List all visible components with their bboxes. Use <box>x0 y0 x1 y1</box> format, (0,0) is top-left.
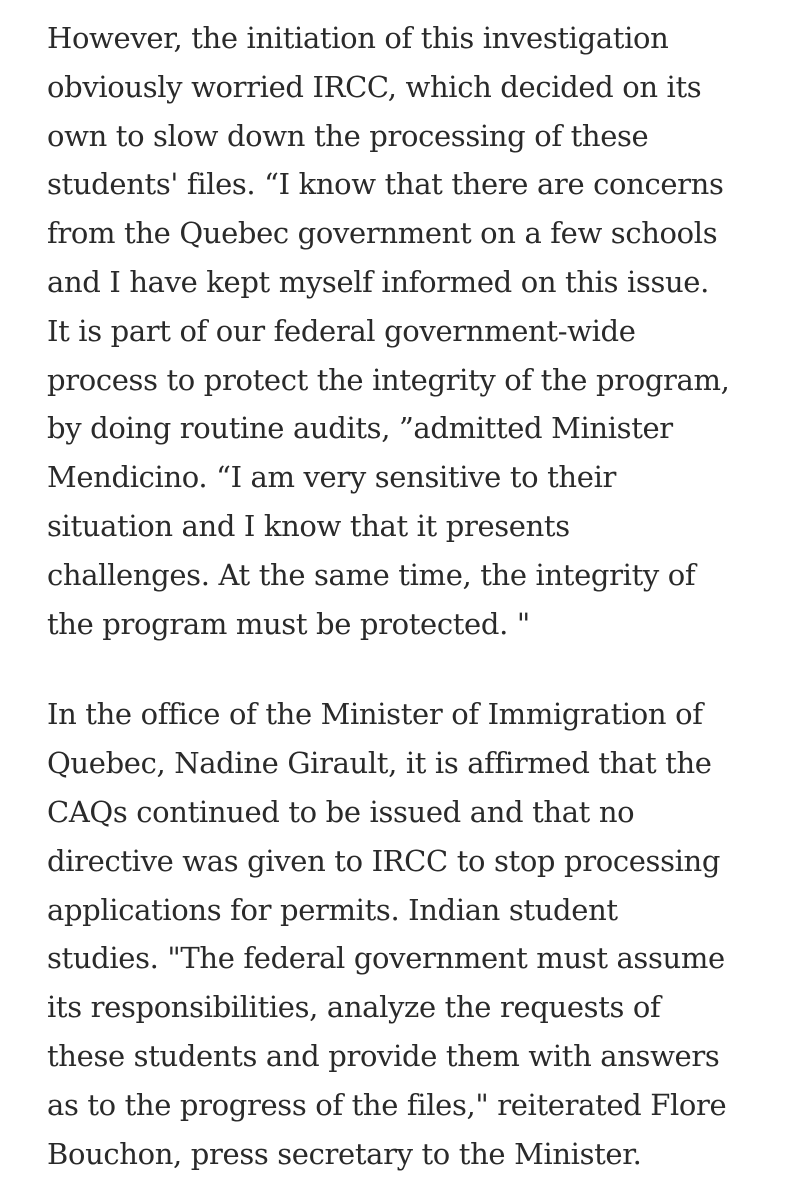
text-line: own to slow down the processing of these <box>47 118 649 153</box>
text-line: CAQs continued to be issued and that no <box>47 794 635 829</box>
text-line: as to the progress of the files," reiterated Flore <box>47 1087 727 1122</box>
text-line: by doing routine audits, ”admitted Minister <box>47 411 673 446</box>
text-line: obviously worried IRCC, which decided on its <box>47 69 702 104</box>
text-line: It is part of our federal government-wide <box>47 313 636 348</box>
text-line: Mendicino. “I am very sensitive to their <box>47 460 617 495</box>
text-line: Bouchon, press secretary to the Minister. <box>47 1136 642 1171</box>
text-line: In the office of the Minister of Immigration of <box>47 697 703 732</box>
paragraph-1 <box>47 14 767 648</box>
text-line: from the Quebec government on a few schools <box>47 216 718 251</box>
text-line: situation and I know that it presents <box>47 508 570 543</box>
text-line: the program must be protected. " <box>47 606 530 641</box>
text-line: these students and provide them with answers <box>47 1038 720 1073</box>
paragraph-2 <box>47 690 767 1178</box>
text-line: directive was given to IRCC to stop processing <box>47 843 721 878</box>
text-line: students' files. “I know that there are concerns <box>47 167 724 202</box>
text-line: process to protect the integrity of the program, <box>47 362 730 397</box>
paragraph-spacer <box>47 648 767 690</box>
text-line: its responsibilities, analyze the requests of <box>47 990 661 1025</box>
text-line: challenges. At the same time, the integrity of <box>47 557 696 592</box>
text-line: studies. "The federal government must assume <box>47 941 725 976</box>
text-line: applications for permits. Indian student <box>47 892 618 927</box>
text-line: and I have kept myself informed on this issue. <box>47 264 709 299</box>
text-line: However, the initiation of this investigation <box>47 21 669 55</box>
article-body <box>47 14 767 1178</box>
text-line: Quebec, Nadine Girault, it is affirmed that the <box>47 746 712 781</box>
